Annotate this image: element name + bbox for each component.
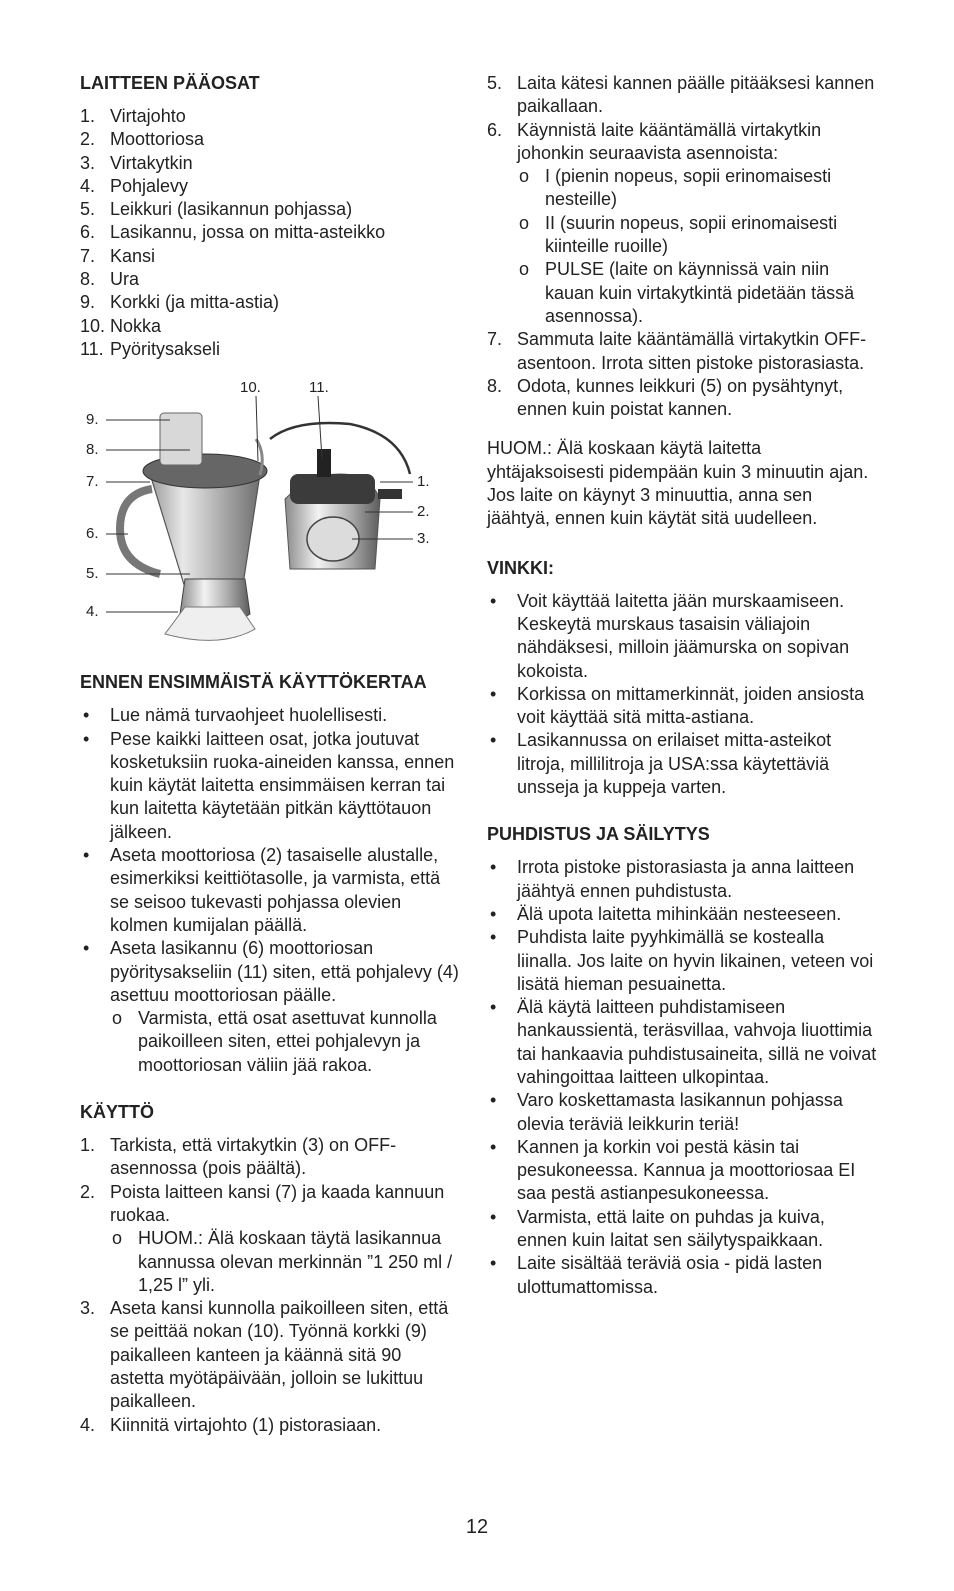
jug-drawing bbox=[120, 413, 267, 640]
list-item: 2. Poista laitteen kansi (7) ja kaada kannuun ruokaa. o HUOM.: Älä koskaan täytä lasikannua kannussa olevan merkinnän ”1 250 ml / 1,25 l” yli. bbox=[80, 1181, 460, 1297]
list-item: 7. Sammuta laite kääntämällä virtakytkin OFF-asentoon. Irrota sitten pistoke pistorasiasta. bbox=[487, 329, 867, 373]
list-item: 3. Aseta kansi kunnolla paikoilleen siten, että se peittää nokan (10). Työnnä korkki (9) paikalleen kanteen ja käännä sitä 90 astetta myötäpäivään, jolloin se lukittuu paikalleen. bbox=[80, 1298, 449, 1412]
use-steps-continued bbox=[487, 72, 877, 421]
list-item: 1. Tarkista, että virtakytkin (3) on OFF-asennossa (pois päältä). bbox=[80, 1135, 397, 1179]
list-item: • Puhdista laite pyyhkimällä se kostealla liinalla. Jos laite on hyvin likainen, veteen voi lisätä hieman pesuainetta. bbox=[490, 927, 874, 994]
list-marker: 1. bbox=[80, 106, 96, 126]
use-steps-list bbox=[80, 1134, 460, 1437]
tips-heading: VINKKI: bbox=[487, 557, 554, 578]
list-marker: 3. bbox=[80, 1298, 96, 1319]
tips-list bbox=[487, 590, 877, 800]
sub-list-item: o II (suurin nopeus, sopii erinomaisesti kiinteille ruoille) bbox=[519, 212, 838, 257]
list-item: 3. Virtakytkin bbox=[80, 152, 460, 175]
list-item: • Lasikannussa on erilaiset mitta-asteikot litroja, millilitroja ja USA:ssa käytettäviä unsseja ja kuppeja varten. bbox=[490, 730, 832, 798]
use-heading: KÄYTTÖ bbox=[80, 1102, 154, 1123]
blender-figure bbox=[80, 379, 450, 649]
sub-marker: o bbox=[519, 166, 530, 187]
list-item: 6. Käynnistä laite kääntämällä virtakytkin johonkin seuraavista asennoista: o I (pienin nopeus, sopii erinomaisesti nesteille) o II (suurin nopeus, sopii erinomaisesti kiinteille ruoille) o PULSE (laite on käynnissä vain niin kauan kuin virtakytkintä pidetään tässä asennossa). bbox=[487, 119, 877, 329]
figure-label-5: 5. bbox=[86, 565, 99, 583]
sub-list-item: o Varmista, että osat asettuvat kunnolla paikoilleen siten, ettei pohjalevyn ja moottoriosan väliin jää rakoa. bbox=[112, 1008, 437, 1075]
blender-illustration bbox=[80, 379, 450, 649]
list-marker: 7. bbox=[80, 245, 96, 266]
figure-label-2: 2. bbox=[417, 503, 430, 521]
list-item: 5. Laita kätesi kannen päälle pitääksesi kannen paikallaan. bbox=[487, 73, 875, 117]
figure-label-9: 9. bbox=[86, 411, 99, 429]
list-item: 2. Moottoriosa bbox=[80, 128, 460, 151]
list-marker: • bbox=[83, 705, 90, 726]
figure-label-10: 10. bbox=[240, 379, 261, 397]
list-item: • Lue nämä turvaohjeet huolellisesti. bbox=[80, 704, 460, 727]
cleaning-heading: PUHDISTUS JA SÄILYTYS bbox=[487, 824, 710, 845]
figure-label-3: 3. bbox=[417, 530, 430, 548]
list-item: 5. Leikkuri (lasikannun pohjassa) bbox=[80, 198, 460, 221]
list-item: • Kannen ja korkin voi pestä käsin tai pesukoneessa. Kannua ja moottoriosaa EI saa pestä astianpesukoneessa. bbox=[490, 1136, 856, 1204]
list-item: • Älä käytä laitteen puhdistamiseen hankaussientä, teräsvillaa, vahvoja liuottimia tai hankaavia puhdistusaineita, sillä ne voivat vahingoittaa laitteen ulkopintaa. bbox=[490, 997, 877, 1087]
list-item: • Varo koskettamasta lasikannun pohjassa olevia teräviä leikkurin teriä! bbox=[490, 1090, 843, 1134]
list-marker: • bbox=[490, 730, 497, 751]
list-item: • Aseta lasikannu (6) moottoriosan pyöritysakseliin (11) siten, että pohjalevy (4) asettuu moottoriosan päälle. o Varmista, että osat asettuvat kunnolla paikoilleen siten, ettei pohjalevyn ja moottoriosan väliin jää rakoa. bbox=[80, 937, 460, 1077]
sub-list-item: o PULSE (laite on käynnissä vain niin kauan kuin virtakytkintä pidetään tässä asennossa). bbox=[519, 259, 855, 326]
list-item: • Korkissa on mittamerkinnät, joiden ansiosta voit käyttää sitä mitta-astiana. bbox=[490, 683, 865, 728]
list-item: • Irrota pistoke pistorasiasta ja anna laitteen jäähtyä ennen puhdistusta. bbox=[490, 857, 855, 901]
list-marker: 10. bbox=[80, 315, 106, 336]
list-item: • Varmista, että laite on puhdas ja kuiva, ennen kuin laitat sen säilytyspaikkaan. bbox=[490, 1206, 825, 1251]
cleaning-list bbox=[487, 856, 877, 1299]
list-item: 6. Lasikannu, jossa on mitta-asteikko bbox=[80, 221, 460, 244]
list-marker: 5. bbox=[487, 73, 503, 93]
list-marker: • bbox=[490, 683, 497, 704]
list-item: 4. Kiinnitä virtajohto (1) pistorasiaan. bbox=[80, 1414, 460, 1437]
parts-heading: LAITTEEN PÄÄOSAT bbox=[80, 73, 260, 93]
figure-label-6: 6. bbox=[86, 525, 99, 543]
list-marker: • bbox=[490, 927, 497, 948]
list-item: 7. Kansi bbox=[80, 245, 460, 268]
list-marker: 4. bbox=[80, 1414, 96, 1435]
list-item: 4. Pohjalevy bbox=[80, 175, 460, 198]
list-marker: • bbox=[490, 903, 497, 924]
list-marker: 3. bbox=[80, 152, 96, 173]
list-marker: • bbox=[490, 590, 497, 611]
list-marker: • bbox=[490, 857, 497, 878]
list-marker: 6. bbox=[80, 222, 96, 243]
motor-base-drawing bbox=[270, 423, 410, 569]
first-use-heading: ENNEN ENSIMMÄISTÄ KÄYTTÖKERTAA bbox=[80, 672, 427, 693]
sub-list-item: o HUOM.: Älä koskaan täytä lasikannua kannussa olevan merkinnän ”1 250 ml / 1,25 l” yli. bbox=[112, 1228, 453, 1295]
list-marker: 5. bbox=[80, 199, 96, 220]
figure-label-8: 8. bbox=[86, 441, 99, 459]
note-paragraph: HUOM.: Älä koskaan käytä laitetta yhtäjaksoisesti pidempään kuin 3 minuutin ajan. Jos laite on käynyt 3 minuuttia, anna sen jäähtyä, ennen kuin käytät sitä uudelleen. bbox=[487, 438, 869, 529]
list-item: • Voit käyttää laitetta jään murskaamiseen. Keskeytä murskaus tasaisin väliajoin nähdäksesi, milloin jäämurska on sopivan kokoista. bbox=[490, 590, 850, 681]
list-marker: 8. bbox=[487, 375, 503, 396]
list-item: 10. Nokka bbox=[80, 315, 460, 338]
right-column bbox=[487, 72, 877, 1299]
left-column bbox=[80, 72, 460, 1437]
list-item: • Aseta moottoriosa (2) tasaiselle alustalle, esimerkiksi keittiötasolle, ja varmista, että se seisoo tukevasti pohjassa olevien kolmen kumijalan päällä. bbox=[83, 845, 441, 935]
list-item: 8. Odota, kunnes leikkuri (5) on pysähtynyt, ennen kuin poistat kannen. bbox=[487, 375, 844, 420]
list-marker: 8. bbox=[80, 269, 96, 290]
list-item: • Pese kaikki laitteen osat, jotka joutuvat kosketuksiin ruoka-aineiden kanssa, ennen kuin käytät laitetta ensimmäisen kerran tai kun laitetta käytetään pitkän käyttötauon jälkeen. bbox=[83, 728, 455, 842]
list-marker: • bbox=[490, 1206, 497, 1227]
list-item: 8. Ura bbox=[80, 268, 460, 291]
figure-label-4: 4. bbox=[86, 603, 99, 621]
list-marker: • bbox=[490, 1090, 497, 1111]
list-marker: • bbox=[490, 1253, 497, 1274]
list-marker: • bbox=[490, 1136, 497, 1157]
list-marker: 6. bbox=[487, 119, 503, 140]
list-marker: • bbox=[490, 997, 497, 1018]
list-marker: • bbox=[83, 938, 90, 959]
sub-list-item: o I (pienin nopeus, sopii erinomaisesti nesteille) bbox=[519, 166, 832, 210]
page-number: 12 bbox=[465, 1516, 489, 1538]
list-marker: 2. bbox=[80, 129, 96, 150]
sub-marker: o bbox=[112, 1228, 123, 1249]
list-marker: 2. bbox=[80, 1181, 96, 1202]
list-item: 11. Pyöritysakseli bbox=[80, 338, 460, 361]
list-marker: 7. bbox=[487, 329, 503, 350]
figure-label-1: 1. bbox=[417, 473, 430, 491]
first-use-list bbox=[80, 704, 460, 1077]
list-item: 9. Korkki (ja mitta-astia) bbox=[80, 291, 460, 314]
list-item: • Älä upota laitetta mihinkään nesteeseen. bbox=[487, 903, 877, 926]
list-marker: 11. bbox=[80, 338, 104, 359]
list-marker: 9. bbox=[80, 292, 96, 313]
list-marker: • bbox=[83, 845, 90, 866]
sub-marker: o bbox=[519, 259, 530, 280]
figure-label-7: 7. bbox=[86, 473, 99, 491]
sub-marker: o bbox=[112, 1008, 123, 1029]
list-item: 1. Virtajohto bbox=[80, 105, 460, 128]
list-marker: 1. bbox=[80, 1135, 96, 1156]
list-item: • Laite sisältää teräviä osia - pidä lasten ulottumattomissa. bbox=[490, 1253, 823, 1297]
sub-marker: o bbox=[519, 212, 530, 233]
figure-label-11: 11. bbox=[309, 379, 329, 397]
parts-list bbox=[80, 105, 460, 361]
list-marker: 4. bbox=[80, 175, 96, 196]
list-marker: • bbox=[83, 728, 90, 749]
